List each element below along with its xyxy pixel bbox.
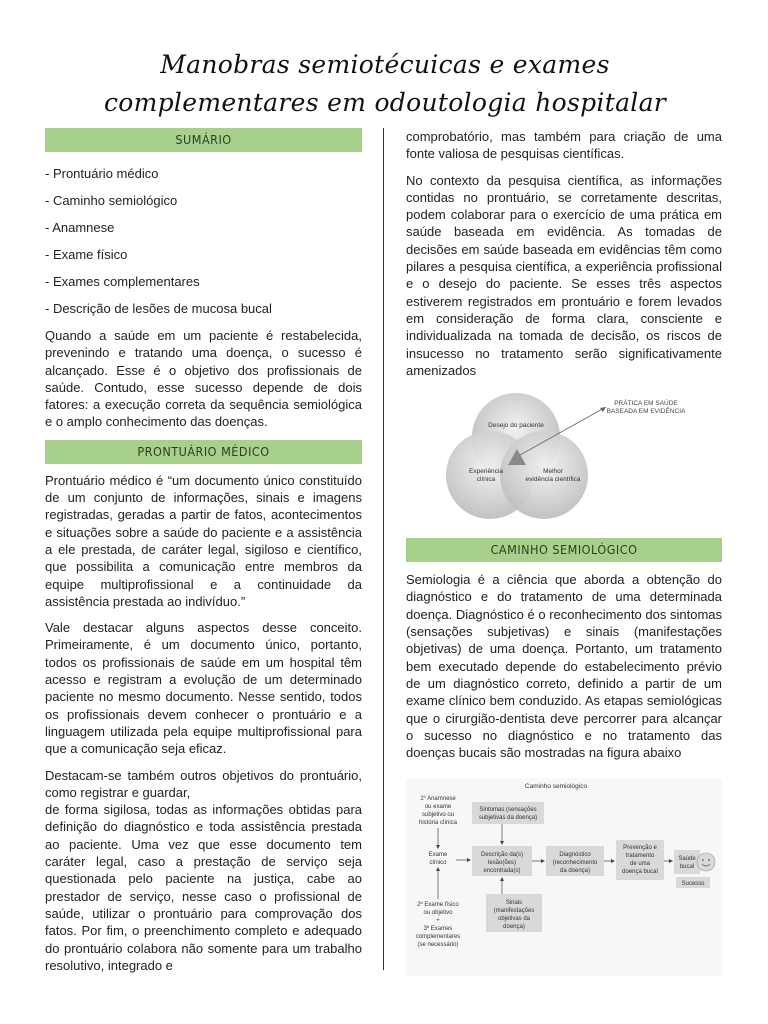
flow-prevencao-1: Prevenção e — [623, 845, 657, 852]
flow-sinais-4: doença) — [503, 924, 525, 931]
smiley-icon — [697, 853, 715, 871]
venn-label-top: PRÁTICA EM SAÚDE — [614, 400, 678, 408]
venn-label-bottom: BASEADA EM EVIDÊNCIA — [606, 408, 686, 416]
flow-diagnostico-2: (reconhecimento — [552, 860, 598, 867]
flow-saude-2: bucal — [679, 864, 695, 871]
prontuario-paragraph-2: Vale destacar alguns aspectos desse conceito. Primeiramente, é um documento único, portanto, todos os profissionais de saúde em um hospital têm acesso e registram a evolução de um determinado paciente no mesmo documento. Nesse sentido, todos os profissionais devem conhecer o prontuário e a linguagem utilizada pela equipe multiprofissional para que a comunicação seja eficaz. — [45, 620, 362, 757]
prontuario-header: PRONTUÁRIO MÉDICO — [45, 440, 362, 464]
column-divider — [383, 128, 384, 970]
flow-descricao-3: encontrada(s) — [483, 868, 521, 875]
flow-prevencao-4: doença bucal — [622, 869, 658, 876]
flow-sintomas-1: Sintomas (sensações — [479, 807, 537, 814]
flow-diagnostico-3: da doença) — [559, 868, 591, 875]
flow-descricao-2: lesão(ões) — [487, 860, 517, 867]
flow-title: Caminho semiológico — [524, 783, 588, 791]
page-title: Manobras semiotécuicas e exames complementares em odoutologia hospitalar — [103, 50, 667, 117]
flow-sinais-3: objetivas da — [497, 916, 531, 923]
prontuario-paragraph-3: Destacam-se também outros objetivos do prontuário, como registrar e guardar, — [45, 767, 362, 800]
right-column — [406, 128, 722, 981]
summary-item: - Prontuário médico — [45, 166, 159, 181]
prontuario-paragraph-5: comprobatório, mas também para criação de uma fonte valiosa de pesquisas científicas. — [406, 129, 722, 162]
venn-circle2-label-1: Experiência — [469, 468, 503, 476]
flow-box-saude — [674, 850, 700, 874]
flow-anamnese-1: 1º Anamnese — [420, 796, 456, 803]
left-column — [45, 128, 362, 983]
venn-circle-evidence — [500, 431, 588, 519]
venn-circle3-label-2: evidência científica — [525, 476, 581, 484]
flow-saude-1: Saúde — [678, 856, 696, 863]
flow-anamnese-3: subjetivo ou — [421, 812, 455, 819]
caminho-paragraph: Semiologia é a ciência que aborda a obtenção do diagnóstico e do tratamento de uma determinada doença. Diagnóstico é o reconhecimento dos sintomas (sensações subjetivas) e sinais (manifestações objetivas) de uma doença. Portanto, um tratamento bem executado depende do estabelecimento prévio de um diagnóstico correto, definido a partir de um exame clínico bem conduzido. As etapas semiológicas que o cirurgião-dentista deve percorrer para alcançar o sucesso no diagnóstico e no tratamento das doenças bucais são mostradas na figura abaixo — [406, 572, 722, 761]
flow-sintomas-2: subjetivas da doença) — [478, 815, 538, 822]
flow-exame-fisico-2: ou objetivo — [423, 910, 453, 917]
summary-item: - Anamnese — [45, 220, 115, 235]
flow-exame-fisico-6: (se necessário) — [417, 942, 459, 949]
summary-item: - Exame físico — [45, 247, 128, 262]
summary-item: - Exames complementares — [45, 274, 200, 289]
flow-prevencao-3: de uma — [629, 861, 651, 868]
prontuario-paragraph-4: de forma sigilosa, todas as informações obtidas para definição do diagnóstico e toda assistência prestada ao paciente. Uma vez que esse documento tem caráter legal, caso a prestação de serviço seja questionada pelo paciente na justiça, cabe ao prestador de serviço, nesse caso o profissional de saúde, utilizar o prontuário para comprovação dos fatos. Por fim, o preenchimento completo e adequado do prontuário colabora não somente para um trabalho resolutivo, integrado e — [45, 802, 362, 973]
caminho-flow-diagram — [406, 778, 722, 976]
flow-anamnese-4: história clínica — [418, 820, 458, 827]
flow-exame-fisico-5: complementares — [415, 934, 461, 941]
flow-prevencao-2: tratamento — [625, 853, 655, 860]
flow-exame-clinico-2: clínico — [429, 860, 447, 867]
venn-circle1-label: Desejo do paciente — [488, 422, 544, 430]
flow-sinais-2: (manifestações — [493, 908, 535, 915]
flow-descricao-1: Descrição da(s) — [480, 852, 524, 859]
summary-item: - Descrição de lesões de mucosa bucal — [45, 301, 272, 316]
flow-sinais-1: Sinais — [505, 900, 523, 907]
summary-item: - Caminho semiológico — [45, 193, 178, 208]
flow-exame-fisico-3: + — [436, 918, 440, 925]
venn-circle2-label-2: clínica — [476, 476, 496, 484]
caminho-header: CAMINHO SEMIOLÓGICO — [406, 538, 722, 562]
flow-exame-clinico-1: Exame — [428, 852, 448, 859]
prontuario-paragraph-6: No contexto da pesquisa científica, as informações contidas no prontuário, se corretamente descritas, podem colaborar para o exercício de uma prática em saúde baseada em evidência. As tomadas de decisões em saúde baseada em evidências têm como pilares a pesquisa científica, a experiência profissional e o desejo do paciente. Se esses três aspectos estiverem registrados em prontuário e forem levados em consideração de forma clara, consciente e individualizada na tomada de decisão, os riscos de insucesso no tratamento serão significativamente amenizados — [406, 172, 722, 378]
flow-exame-fisico-4: 3º Exames — [423, 926, 453, 933]
flow-exame-fisico-1: 2º Exame físico — [417, 902, 459, 909]
summary-header: SUMÁRIO — [45, 128, 362, 152]
flow-diagnostico-1: Diagnóstico — [559, 852, 591, 859]
flow-anamnese-2: ou exame — [424, 804, 452, 811]
venn-circle3-label-1: Melhor — [543, 468, 563, 476]
prontuario-paragraph-1: Prontuário médico é “um documento único constituído de um conjunto de informações, sinais e imagens registradas, geradas a partir de fatos, acontecimentos e situações sobre a saúde do paciente e a assistência a ele prestada, de caráter legal, sigiloso e científico, que possibilita a comunicação entre membros da equipe multiprofissional e a continuidade da assistência prestada ao indivíduo.” — [45, 472, 362, 609]
intro-paragraph: Quando a saúde em um paciente é restabelecida, prevenindo e tratando uma doença, o sucesso é alcançado. Esse é o objetivo dos profissionais de saúde. Contudo, esse sucesso depende de dois fatores: a execução correta da sequência semiológica e o amplo conhecimento das doenças. — [45, 328, 362, 430]
evidence-venn-diagram — [406, 387, 722, 523]
flow-sucesso: Sucesso — [681, 881, 705, 888]
